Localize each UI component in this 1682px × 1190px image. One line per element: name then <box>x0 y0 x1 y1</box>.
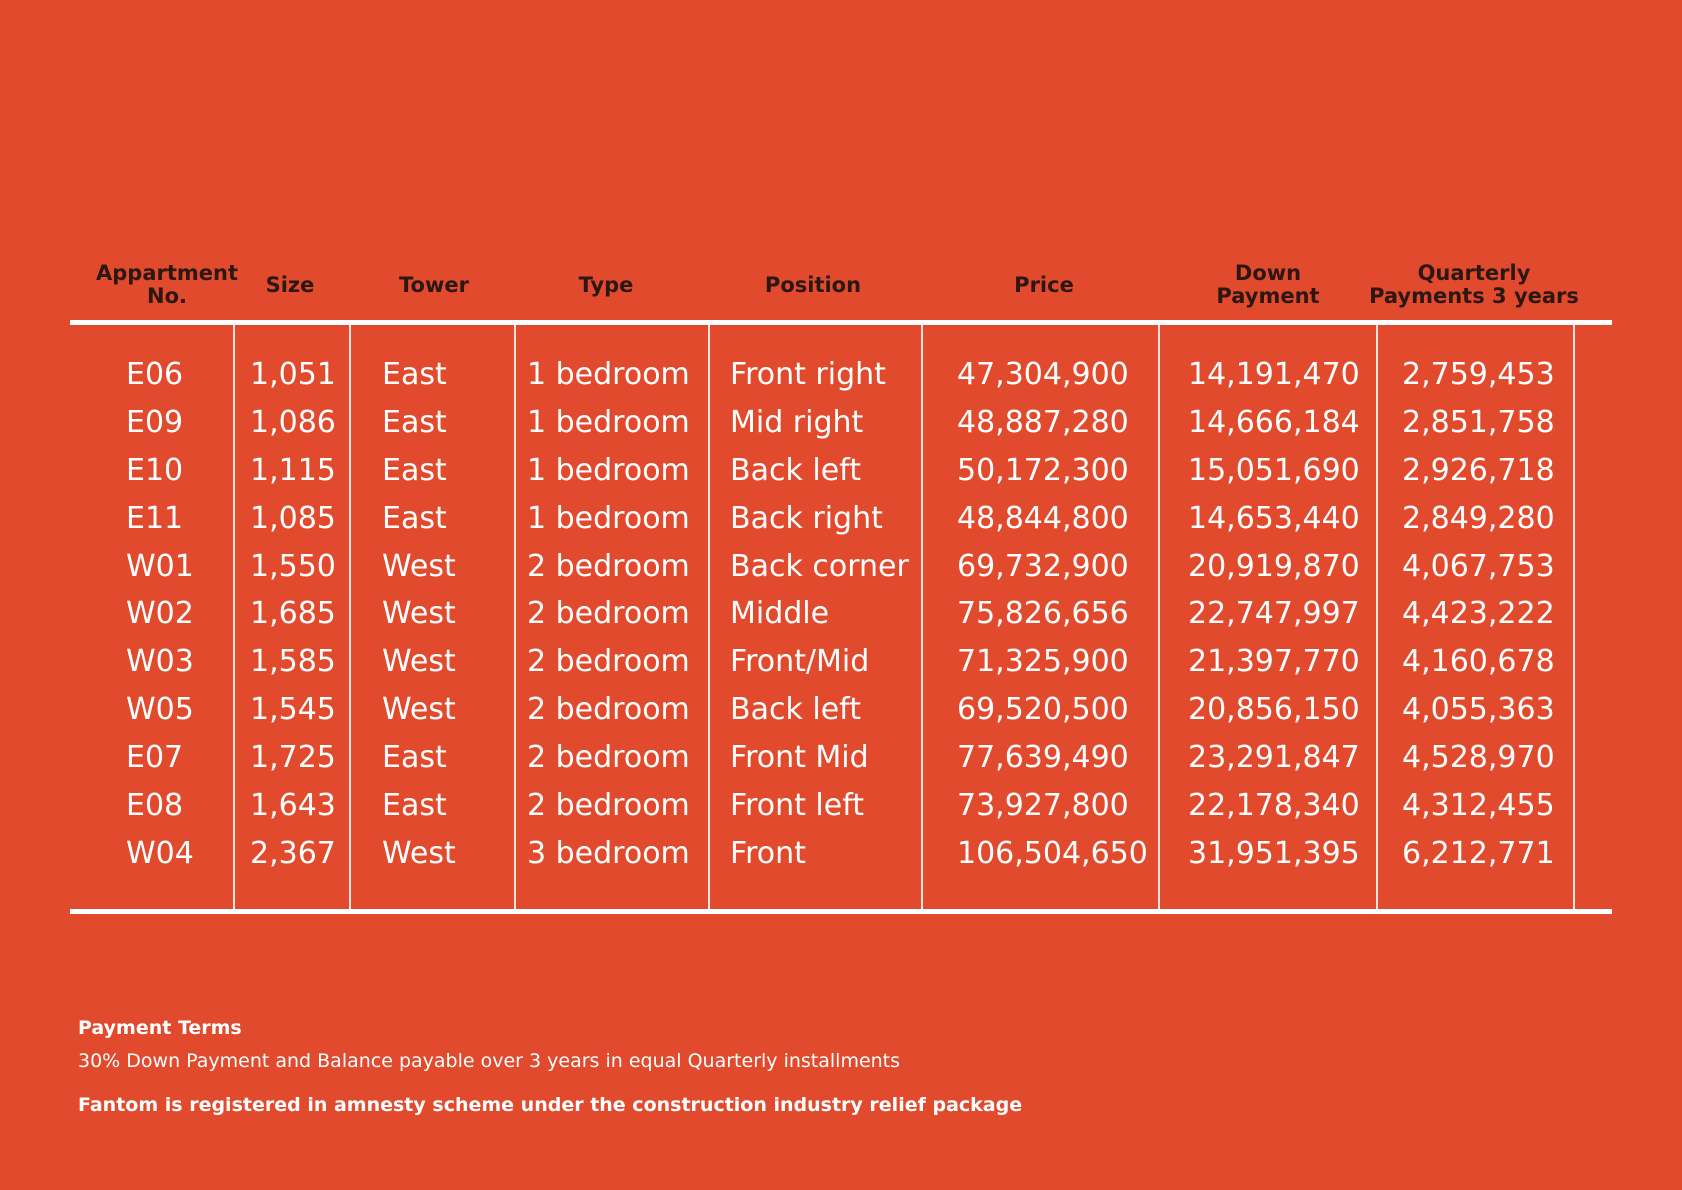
cell-tower: West <box>382 596 456 632</box>
cell-apartment-no: W04 <box>126 835 194 871</box>
cell-size: 1,545 <box>250 692 336 728</box>
cell-down-payment: 21,397,770 <box>1188 644 1360 680</box>
cell-position: Middle <box>730 596 830 632</box>
cell-price: 48,887,280 <box>957 404 1129 440</box>
cell-type: 2 bedroom <box>527 740 690 776</box>
column-header-line: Payments 3 years <box>1369 284 1579 308</box>
cell-type: 1 bedroom <box>527 357 690 392</box>
cell-apartment-no: E07 <box>126 740 184 776</box>
cell-size: 1,585 <box>250 644 336 680</box>
table-body <box>70 351 1612 878</box>
cell-quarterly-payment: 6,212,771 <box>1402 835 1555 871</box>
cell-position: Mid right <box>730 404 864 440</box>
cell-type: 1 bedroom <box>527 500 690 536</box>
column-header-line: Size <box>265 272 315 297</box>
registration-note: Fantom is registered in amnesty scheme under the construction industry relief package <box>78 1094 1023 1116</box>
table-header <box>70 250 1612 320</box>
cell-position: Back corner <box>730 548 909 584</box>
column-header-position <box>703 250 923 320</box>
cell-position: Front Mid <box>730 740 869 776</box>
cell-tower: East <box>382 357 447 392</box>
cell-position: Back left <box>730 452 861 488</box>
cell-quarterly-payment: 4,055,363 <box>1402 692 1555 728</box>
column-header-line: Down <box>1234 261 1302 285</box>
cell-size: 1,550 <box>250 548 336 584</box>
cell-size: 1,051 <box>250 357 336 392</box>
payment-terms-text: 30% Down Payment and Balance payable over 3 years in equal Quarterly installments <box>78 1050 901 1072</box>
cell-type: 2 bedroom <box>527 644 690 680</box>
column-header-line: Position <box>764 272 862 297</box>
table-row <box>70 447 1612 495</box>
column-header-price <box>934 250 1154 320</box>
cell-price: 73,927,800 <box>957 788 1129 824</box>
cell-size: 1,086 <box>250 404 336 440</box>
cell-price: 69,732,900 <box>957 548 1129 584</box>
cell-down-payment: 22,747,997 <box>1188 596 1360 632</box>
column-header-line: Appartment <box>96 261 238 285</box>
cell-price: 48,844,800 <box>957 500 1129 536</box>
cell-apartment-no: E08 <box>126 788 184 824</box>
cell-down-payment: 31,951,395 <box>1188 835 1360 871</box>
cell-type: 3 bedroom <box>527 835 690 871</box>
cell-tower: East <box>382 452 447 488</box>
cell-tower: East <box>382 404 447 440</box>
cell-size: 1,725 <box>250 740 336 776</box>
cell-quarterly-payment: 4,312,455 <box>1402 788 1555 824</box>
cell-down-payment: 23,291,847 <box>1188 740 1360 776</box>
cell-type: 2 bedroom <box>527 596 690 632</box>
cell-down-payment: 20,919,870 <box>1188 548 1360 584</box>
cell-quarterly-payment: 4,423,222 <box>1402 596 1555 632</box>
table-row <box>70 495 1612 543</box>
cell-tower: East <box>382 740 447 776</box>
cell-size: 2,367 <box>250 835 336 871</box>
cell-position: Front/Mid <box>730 644 870 680</box>
cell-size: 1,115 <box>250 452 336 488</box>
cell-apartment-no: E09 <box>126 404 184 440</box>
cell-price: 71,325,900 <box>957 644 1129 680</box>
column-header-line: Tower <box>399 272 469 297</box>
cell-quarterly-payment: 2,851,758 <box>1402 404 1555 440</box>
cell-position: Back right <box>730 500 883 536</box>
bottom-rule <box>70 909 1612 914</box>
cell-tower: West <box>382 692 456 728</box>
column-header-line: Price <box>1014 272 1074 297</box>
cell-down-payment: 15,051,690 <box>1188 452 1360 488</box>
cell-quarterly-payment: 4,160,678 <box>1402 644 1555 680</box>
payment-terms-title: Payment Terms <box>78 1017 242 1039</box>
column-header-quarterly-payment <box>1364 250 1584 320</box>
cell-down-payment: 20,856,150 <box>1188 692 1360 728</box>
cell-apartment-no: W05 <box>126 692 194 728</box>
cell-type: 2 bedroom <box>527 788 690 824</box>
cell-apartment-no: W03 <box>126 644 194 680</box>
column-header-line: Type <box>578 272 634 297</box>
cell-quarterly-payment: 2,926,718 <box>1402 452 1555 488</box>
table-row <box>70 351 1612 399</box>
table-row <box>70 590 1612 638</box>
column-header-line: No. <box>147 284 187 308</box>
table-row <box>70 638 1612 686</box>
cell-quarterly-payment: 4,528,970 <box>1402 740 1555 776</box>
cell-apartment-no: W02 <box>126 596 194 632</box>
cell-size: 1,643 <box>250 788 336 824</box>
table-row <box>70 686 1612 734</box>
cell-down-payment: 14,653,440 <box>1188 500 1360 536</box>
cell-size: 1,085 <box>250 500 336 536</box>
cell-position: Back left <box>730 692 861 728</box>
cell-position: Front left <box>730 788 865 824</box>
cell-price: 69,520,500 <box>957 692 1129 728</box>
column-header-down-payment <box>1158 250 1378 320</box>
cell-apartment-no: W01 <box>126 548 194 584</box>
cell-down-payment: 14,666,184 <box>1188 404 1360 440</box>
payment-terms-section <box>78 1015 1178 1118</box>
cell-tower: West <box>382 644 456 680</box>
cell-down-payment: 22,178,340 <box>1188 788 1360 824</box>
cell-price: 75,826,656 <box>957 596 1129 632</box>
cell-type: 1 bedroom <box>527 404 690 440</box>
cell-apartment-no: E11 <box>126 500 184 536</box>
table-row <box>70 543 1612 591</box>
cell-down-payment: 14,191,470 <box>1188 357 1360 392</box>
table-row <box>70 830 1612 878</box>
cell-quarterly-payment: 2,849,280 <box>1402 500 1555 536</box>
cell-price: 47,304,900 <box>957 357 1129 392</box>
cell-type: 2 bedroom <box>527 548 690 584</box>
cell-type: 1 bedroom <box>527 452 690 488</box>
column-header-line: Quarterly <box>1417 261 1531 285</box>
column-header-type <box>496 250 716 320</box>
cell-tower: East <box>382 500 447 536</box>
cell-position: Front <box>730 835 806 871</box>
cell-price: 50,172,300 <box>957 452 1129 488</box>
cell-tower: East <box>382 788 447 824</box>
cell-size: 1,685 <box>250 596 336 632</box>
column-header-line: Payment <box>1216 284 1320 308</box>
cell-type: 2 bedroom <box>527 692 690 728</box>
cell-tower: West <box>382 548 456 584</box>
table-row <box>70 399 1612 447</box>
cell-position: Front right <box>730 357 886 392</box>
cell-apartment-no: E10 <box>126 452 184 488</box>
cell-quarterly-payment: 2,759,453 <box>1402 357 1555 392</box>
cell-tower: West <box>382 835 456 871</box>
cell-price: 106,504,650 <box>957 835 1148 871</box>
cell-quarterly-payment: 4,067,753 <box>1402 548 1555 584</box>
table-row <box>70 782 1612 830</box>
header-rule <box>70 320 1612 325</box>
table-row <box>70 734 1612 782</box>
cell-price: 77,639,490 <box>957 740 1129 776</box>
cell-apartment-no: E06 <box>126 357 184 392</box>
